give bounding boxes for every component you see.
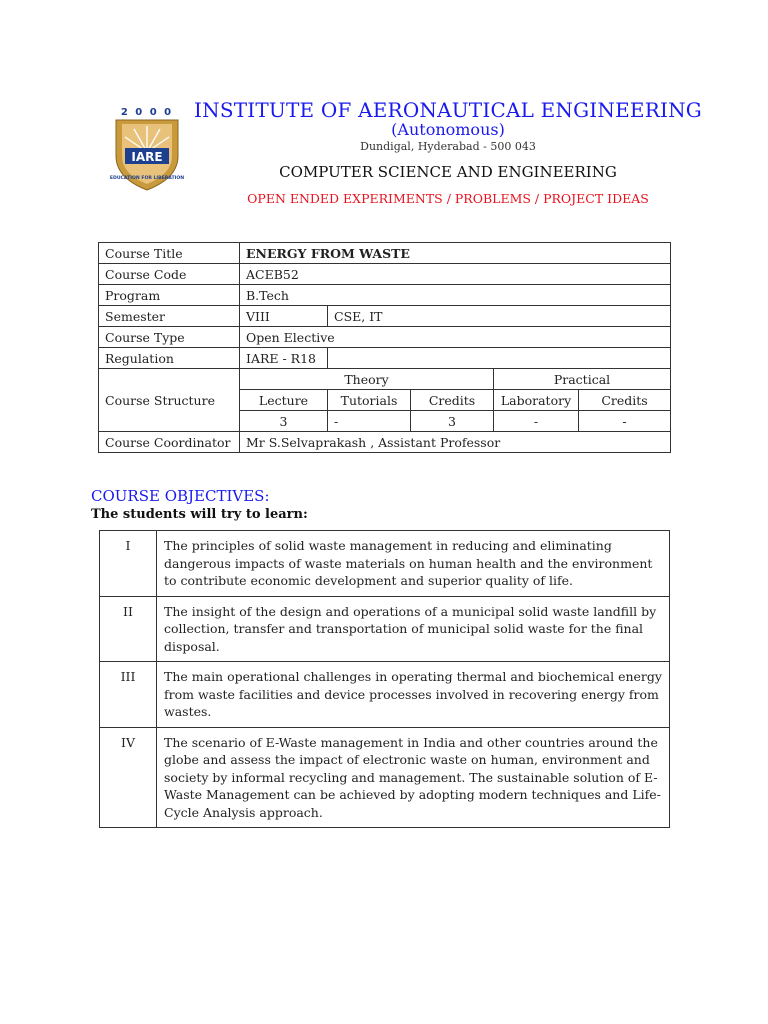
credits-value: 3 [411, 411, 494, 432]
course-type-label: Course Type [99, 327, 240, 348]
objective-number: IV [100, 727, 157, 828]
tutorials-value: - [328, 411, 411, 432]
objective-text: The main operational challenges in operating thermal and biochemical energy from waste facilities and device processes involved in recovering energy from wastes. [157, 662, 670, 728]
semester-row [99, 306, 671, 327]
semester-value: VIII [240, 306, 328, 327]
regulation-row [99, 348, 671, 369]
objective-number: II [100, 596, 157, 662]
program-value: B.Tech [240, 285, 671, 306]
objective-row [100, 662, 670, 728]
objective-text: The principles of solid waste management in reducing and eliminating dangerous impacts of waste materials on human health and the environment to contribute economic development and superior quality of life. [157, 531, 670, 597]
course-code-row [99, 264, 671, 285]
coordinator-label: Course Coordinator [99, 432, 240, 453]
course-type-value: Open Elective [240, 327, 671, 348]
objective-number: I [100, 531, 157, 597]
regulation-value: IARE - R18 [240, 348, 328, 369]
institute-address: Dundigal, Hyderabad - 500 043 [360, 140, 536, 153]
semester-label: Semester [99, 306, 240, 327]
logo-motto: EDUCATION FOR LIBERATION [109, 176, 185, 181]
iare-logo [108, 104, 186, 196]
laboratory-header: Laboratory [494, 390, 579, 411]
objective-row [100, 531, 670, 597]
objectives-subheading: The students will try to learn: [91, 507, 308, 522]
objective-text: The insight of the design and operations of a municipal solid waste landfill by collection, transfer and transportation of municipal solid waste for the final disposal. [157, 596, 670, 662]
logo-year: 2 0 0 0 [120, 107, 174, 118]
tutorials-header: Tutorials [328, 390, 411, 411]
lecture-header: Lecture [240, 390, 328, 411]
objectives-heading: COURSE OBJECTIVES: [91, 487, 270, 505]
course-structure-label: Course Structure [99, 369, 240, 432]
regulation-empty-cell [328, 348, 671, 369]
coordinator-row [99, 432, 671, 453]
department-name: COMPUTER SCIENCE AND ENGINEERING [279, 163, 617, 181]
regulation-label: Regulation [99, 348, 240, 369]
objective-text: The scenario of E-Waste management in India and other countries around the globe and assess the impact of electronic waste on human, environment and society by informal recycling and management. The sustainable solution of E-Waste Management can be achieved by adopting modern techniques and Life-Cycle Analysis approach. [157, 727, 670, 828]
program-label: Program [99, 285, 240, 306]
course-title-row [99, 243, 671, 264]
objective-row [100, 596, 670, 662]
structure-header-row [99, 369, 671, 390]
practical-credits-header: Credits [579, 390, 671, 411]
course-code-label: Course Code [99, 264, 240, 285]
institute-name: INSTITUTE OF AERONAUTICAL ENGINEERING [194, 98, 702, 122]
document-subtitle: OPEN ENDED EXPERIMENTS / PROBLEMS / PROJECT IDEAS [247, 191, 649, 206]
course-title-label: Course Title [99, 243, 240, 264]
theory-header: Theory [240, 369, 494, 390]
logo-name: IARE [131, 150, 163, 164]
credits-header: Credits [411, 390, 494, 411]
lecture-value: 3 [240, 411, 328, 432]
course-type-row [99, 327, 671, 348]
program-row [99, 285, 671, 306]
autonomous-label: (Autonomous) [391, 120, 505, 139]
course-code-value: ACEB52 [240, 264, 671, 285]
objective-number: III [100, 662, 157, 728]
course-title-value: ENERGY FROM WASTE [240, 243, 671, 264]
laboratory-value: - [494, 411, 579, 432]
objectives-table [99, 530, 670, 828]
objective-row [100, 727, 670, 828]
practical-header: Practical [494, 369, 671, 390]
coordinator-value: Mr S.Selvaprakash , Assistant Professor [240, 432, 671, 453]
practical-credits-value: - [579, 411, 671, 432]
course-info-table [98, 242, 671, 453]
branches-value: CSE, IT [328, 306, 671, 327]
